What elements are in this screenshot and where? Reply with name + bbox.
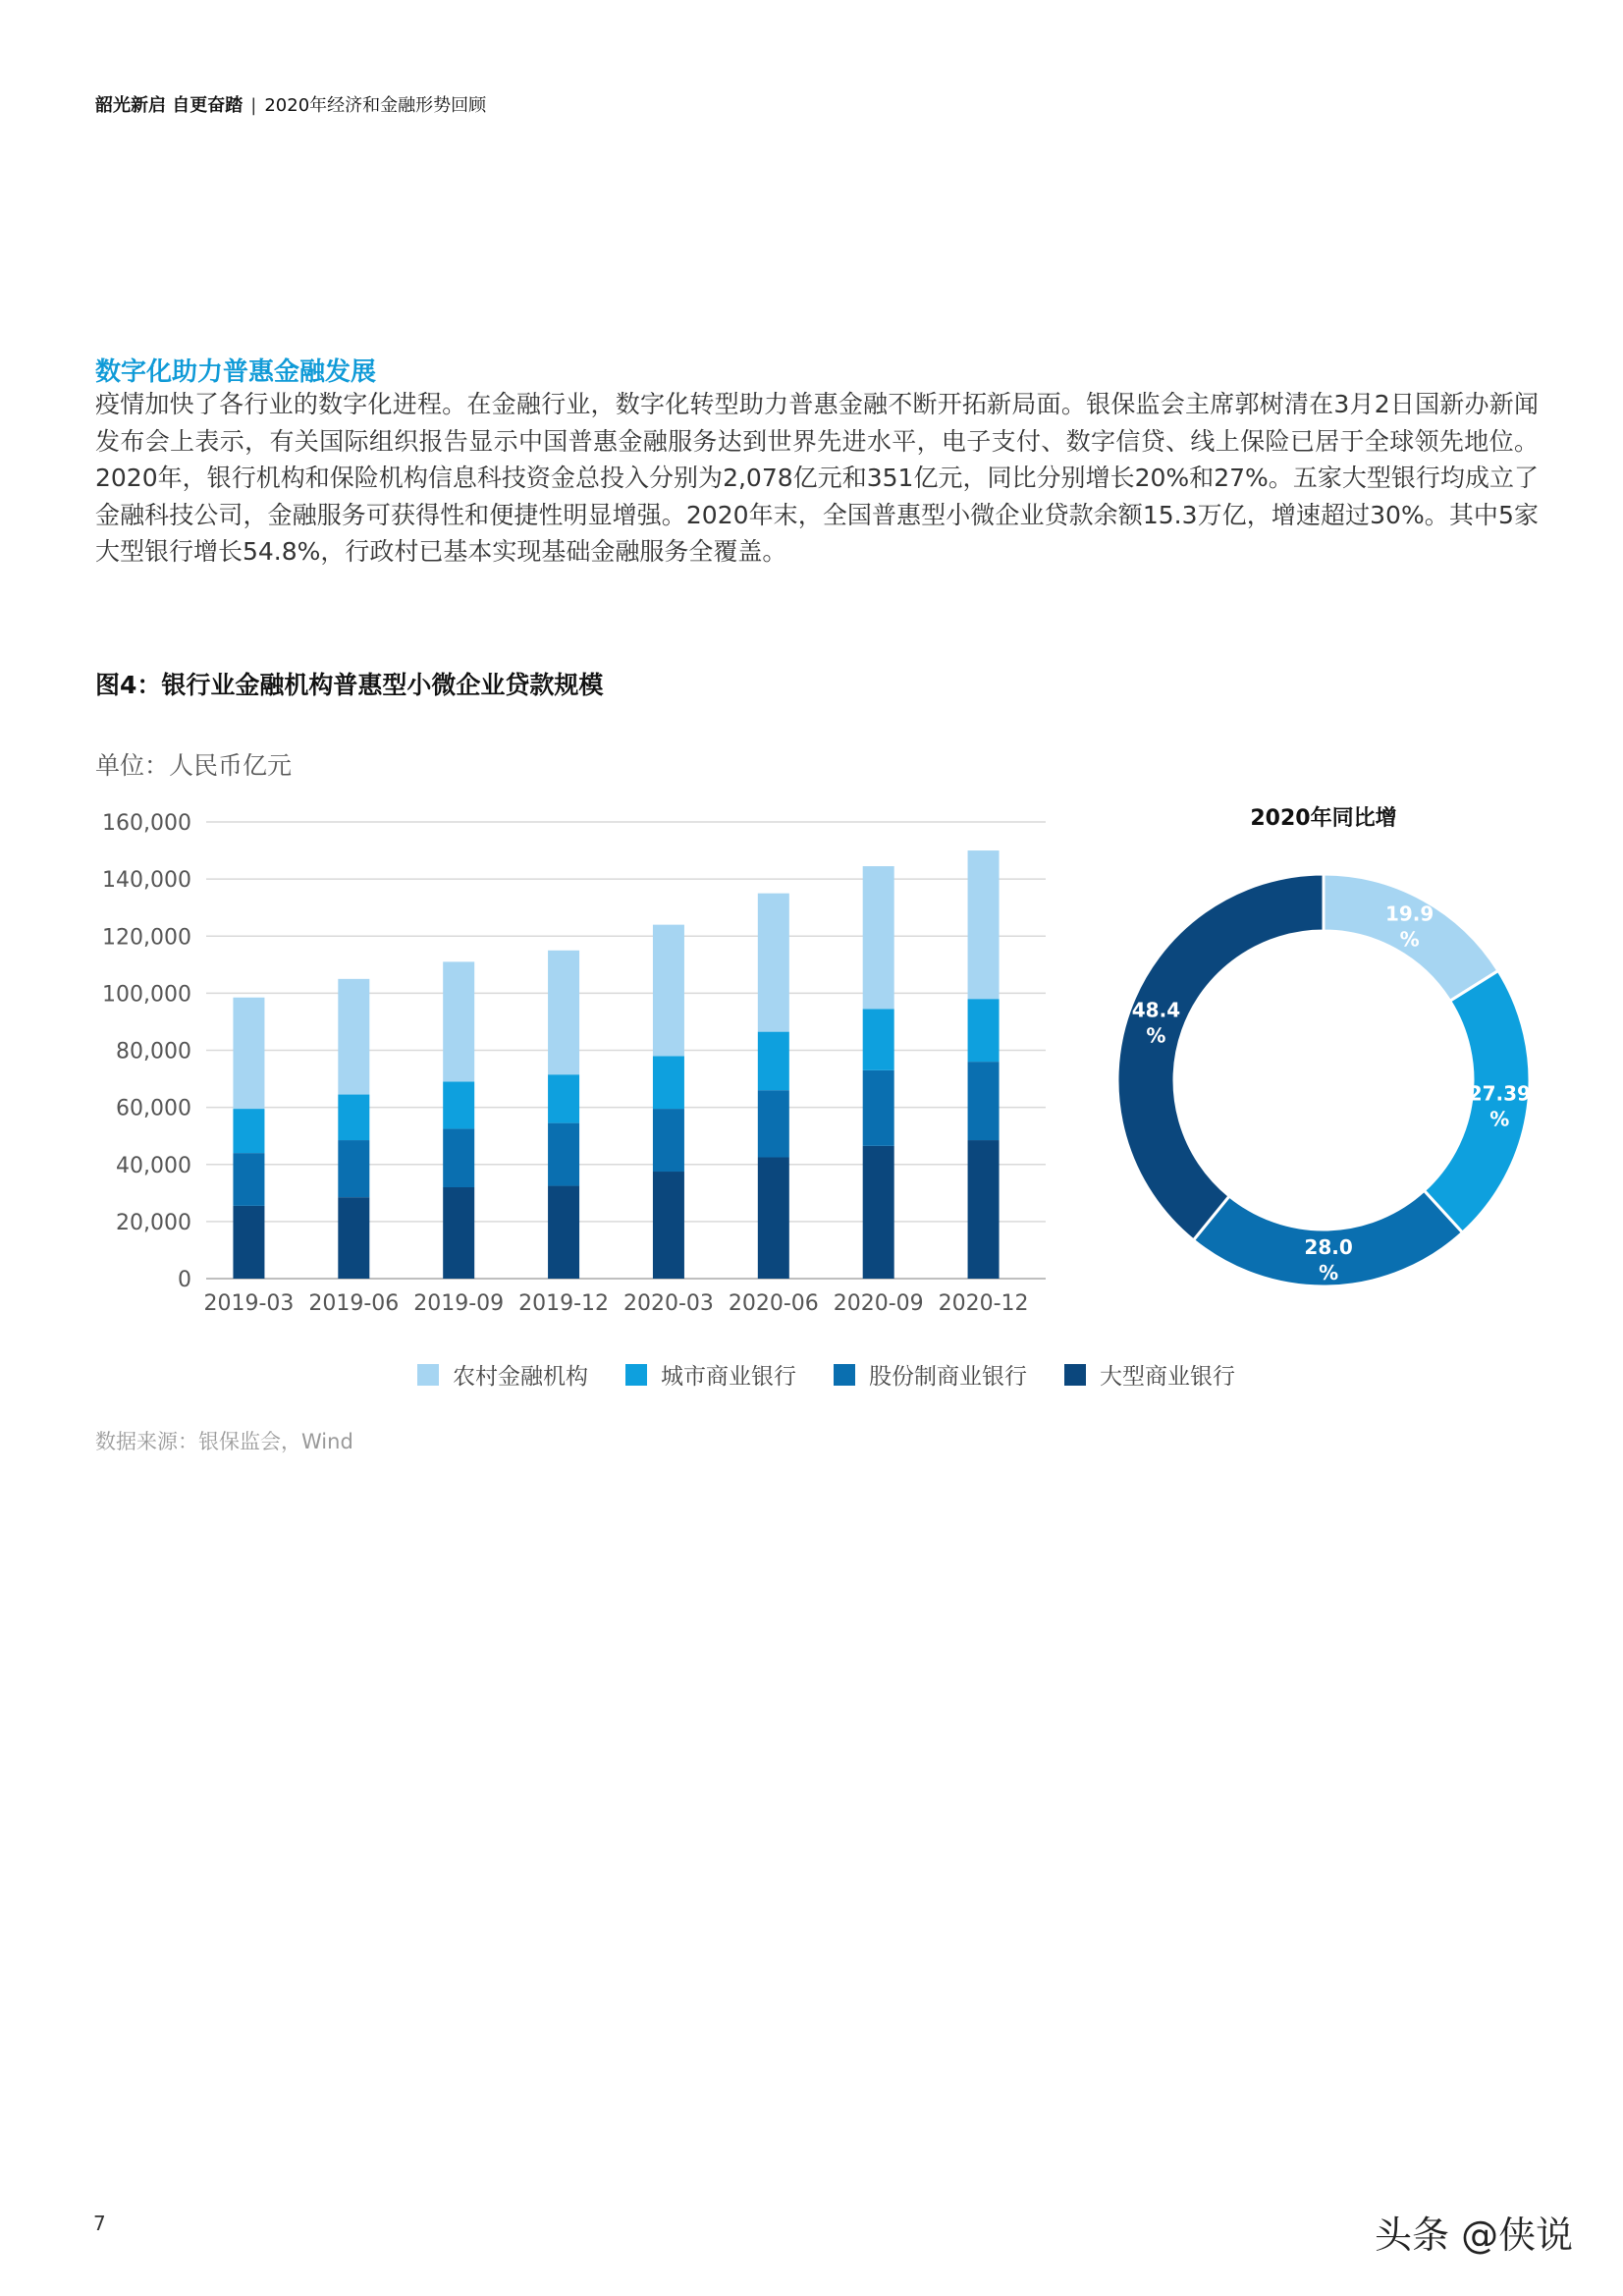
- bar-segment: [758, 1157, 789, 1279]
- bar-segment: [233, 1109, 264, 1153]
- legend-label-large: 大型商业银行: [1100, 1364, 1235, 1390]
- bar-segment: [443, 961, 474, 1081]
- legend-label-rural: 农村金融机构: [453, 1364, 588, 1390]
- header-subtitle: 2020年经济和金融形势回顾: [264, 95, 487, 116]
- figure-unit: 单位：人民币亿元: [95, 751, 293, 780]
- section-title: 数字化助力普惠金融发展: [95, 357, 377, 387]
- bar-segment: [443, 1187, 474, 1279]
- header-separator: |: [250, 95, 257, 116]
- bar-segment: [863, 1070, 894, 1146]
- legend-item-city: [625, 1358, 796, 1391]
- legend-item-joint: [834, 1358, 1027, 1391]
- x-tick-label: 2020-06: [728, 1291, 819, 1316]
- bar-segment: [338, 1197, 369, 1279]
- stacked-bar-chart: [79, 795, 1060, 1326]
- data-source: 数据来源：银保监会，Wind: [95, 1430, 353, 1453]
- bar-segment: [863, 1009, 894, 1069]
- x-tick-label: 2019-03: [203, 1291, 295, 1316]
- bar-segment: [443, 1081, 474, 1128]
- bar-segment: [338, 979, 369, 1095]
- slice-label-unit: %: [1489, 1107, 1510, 1131]
- bar-segment: [653, 1109, 684, 1172]
- legend-label-city: 城市商业银行: [661, 1364, 796, 1390]
- bar-segment: [233, 998, 264, 1109]
- bar-segment: [758, 894, 789, 1032]
- bar-segment: [548, 951, 579, 1074]
- bar-segment: [548, 1074, 579, 1122]
- bar-segment: [548, 1186, 579, 1279]
- x-tick-label: 2019-09: [413, 1291, 505, 1316]
- y-tick-label: 120,000: [102, 925, 191, 951]
- slice-label-unit: %: [1146, 1023, 1166, 1048]
- bar-segment: [968, 999, 1000, 1062]
- slice-label-unit: %: [1399, 927, 1420, 952]
- legend-swatch-rural: [417, 1364, 439, 1386]
- legend-swatch-city: [625, 1364, 647, 1386]
- bar-segment: [968, 1062, 1000, 1140]
- bar-segment: [653, 925, 684, 1057]
- legend-swatch-joint: [834, 1364, 855, 1386]
- y-tick-label: 160,000: [102, 811, 191, 836]
- bar-segment: [863, 866, 894, 1009]
- donut-title: 2020年同比增: [1250, 806, 1397, 831]
- y-tick-label: 80,000: [116, 1039, 191, 1065]
- running-header: [95, 91, 486, 117]
- slice-label: 48.4: [1131, 998, 1181, 1022]
- bar-segment: [548, 1123, 579, 1186]
- y-tick-label: 140,000: [102, 868, 191, 894]
- y-tick-label: 20,000: [116, 1210, 191, 1235]
- bar-segment: [233, 1153, 264, 1206]
- bar-segment: [968, 1140, 1000, 1279]
- bar-segment: [653, 1172, 684, 1279]
- donut-slice: [1117, 874, 1324, 1240]
- bar-segment: [968, 850, 1000, 999]
- x-tick-label: 2019-12: [518, 1291, 610, 1316]
- bar-segment: [863, 1146, 894, 1279]
- slice-label-unit: %: [1319, 1260, 1339, 1285]
- watermark: 头条 @侠说: [1375, 2214, 1574, 2257]
- y-tick-label: 60,000: [116, 1096, 191, 1121]
- slice-label: 27.39: [1468, 1081, 1531, 1106]
- donut-chart: [1090, 795, 1542, 1306]
- y-tick-label: 0: [178, 1268, 191, 1292]
- bar-segment: [758, 1032, 789, 1091]
- legend-label-joint: 股份制商业银行: [869, 1364, 1027, 1390]
- body-paragraph: 疫情加快了各行业的数字化进程。在金融行业，数字化转型助力普惠金融不断开拓新局面。银保监会主席郭树清在3月2日国新办新闻发布会上表示，有关国际组织报告显示中国普惠金融服务达到世界先进水平，电子支付、数字信贷、线上保险已居于全球领先地位。2020年，银行机构和保险机构信息科技资金总投入分别为2,078亿元和351亿元，同比分别增长20%和27%。五家大型银行均成立了金融科技公司，金融服务可获得性和便捷性明显增强。2020年末，全国普惠型小微企业贷款余额15.3万亿，增速超过30%。其中5家大型银行增长54.8%，行政村已基本实现基础金融服务全覆盖。: [95, 390, 1539, 566]
- bar-segment: [653, 1056, 684, 1109]
- y-tick-label: 100,000: [102, 982, 191, 1008]
- bar-segment: [338, 1095, 369, 1141]
- bar-segment: [443, 1128, 474, 1187]
- legend-item-large: [1064, 1358, 1235, 1391]
- legend-swatch-large: [1064, 1364, 1086, 1386]
- figure-title: 图4：银行业金融机构普惠型小微企业贷款规模: [95, 671, 604, 699]
- header-brand: 韶光新启 自更奋踏: [95, 95, 243, 116]
- x-tick-label: 2020-12: [938, 1291, 1029, 1316]
- slice-label: 28.0: [1304, 1234, 1353, 1259]
- x-tick-label: 2019-06: [308, 1291, 400, 1316]
- bar-segment: [758, 1090, 789, 1157]
- y-tick-label: 40,000: [116, 1153, 191, 1178]
- x-tick-label: 2020-09: [833, 1291, 924, 1316]
- legend-item-rural: [417, 1358, 588, 1391]
- bar-segment: [338, 1140, 369, 1197]
- page-number: 7: [93, 2212, 106, 2235]
- x-tick-label: 2020-03: [622, 1291, 714, 1316]
- chart-legend: [417, 1358, 1235, 1391]
- bar-segment: [233, 1206, 264, 1279]
- slice-label: 19.9: [1384, 902, 1434, 926]
